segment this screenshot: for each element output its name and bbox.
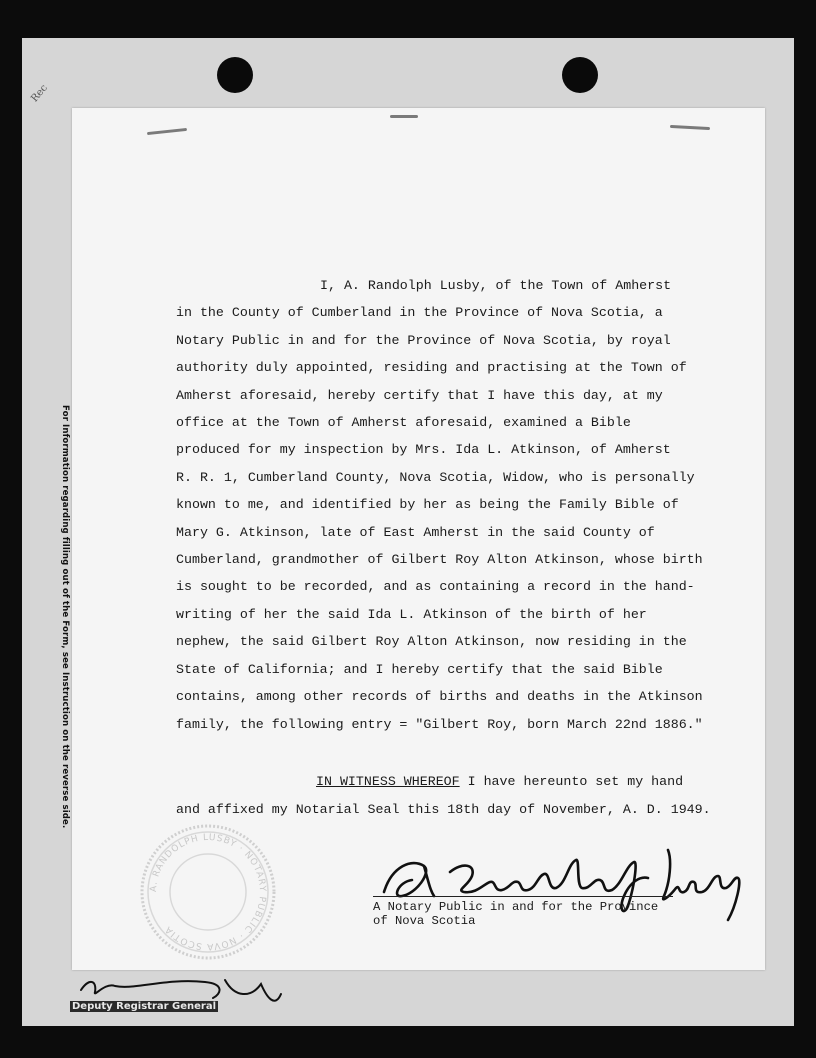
body-line: Notary Public in and for the Province of Nova Scotia, by royal <box>176 332 671 348</box>
witness-line-2: and affixed my Notarial Seal this 18th day of November, A. D. 1949. <box>176 802 711 817</box>
body-line: writing of her the said Ida L. Atkinson of the birth of her <box>176 606 647 622</box>
notarial-seal <box>138 822 278 962</box>
body-line: Mary G. Atkinson, late of East Amherst in the said County of <box>176 524 655 540</box>
body-line: I, A. Randolph Lusby, of the Town of Amherst <box>320 278 672 293</box>
seal-text: A. RANDOLPH LUSBY · NOTARY PUBLIC · NOVA SCOTIA <box>148 832 268 952</box>
witness-line-1-rest: I have hereunto set my hand <box>459 774 684 789</box>
notary-caption-line-1: A Notary Public in and for the Province <box>373 900 659 914</box>
svg-text:A. RANDOLPH LUSBY · NOTARY PUB <box>149 833 267 951</box>
body-line: is sought to be recorded, and as containing a record in the hand- <box>176 579 695 595</box>
body-line: Amherst aforesaid, hereby certify that I have this day, at my <box>176 387 663 403</box>
form-instruction-note: For Information regarding filling out of the Form, see Instruction on the reverse side. <box>60 405 70 829</box>
body-line: R. R. 1, Cumberland County, Nova Scotia, Widow, who is personally <box>176 469 695 485</box>
certificate-body <box>176 272 746 738</box>
punch-hole-left <box>217 57 253 93</box>
body-line: office at the Town of Amherst aforesaid, examined a Bible <box>176 415 631 431</box>
body-line: authority duly appointed, residing and practising at the Town of <box>176 360 687 376</box>
body-line: contains, among other records of births and deaths in the Atkinson <box>176 689 703 705</box>
body-line: nephew, the said Gilbert Roy Alton Atkinson, now residing in the <box>176 634 687 650</box>
signature-line <box>373 896 673 897</box>
corner-handwritten-mark: Rec <box>29 82 50 105</box>
witness-heading: IN WITNESS WHEREOF <box>316 774 460 789</box>
body-line: State of California; and I hereby certify that the said Bible <box>176 661 663 677</box>
body-line: produced for my inspection by Mrs. Ida L. Atkinson, of Amherst <box>176 442 671 458</box>
body-line: known to me, and identified by her as being the Family Bible of <box>176 497 679 513</box>
staple-middle <box>390 115 418 118</box>
notary-caption <box>373 900 658 928</box>
notary-caption-line-2: of Nova Scotia <box>373 914 476 928</box>
punch-hole-right <box>562 57 598 93</box>
body-line: in the County of Cumberland in the Province of Nova Scotia, a <box>176 305 663 321</box>
deputy-registrar-label: Deputy Registrar General <box>72 1001 217 1012</box>
body-line: family, the following entry = "Gilbert Roy, born March 22nd 1886." <box>176 716 703 732</box>
witness-line-1 <box>176 768 746 796</box>
body-line: Cumberland, grandmother of Gilbert Roy Alton Atkinson, whose birth <box>176 552 703 568</box>
witness-clause <box>176 768 746 824</box>
